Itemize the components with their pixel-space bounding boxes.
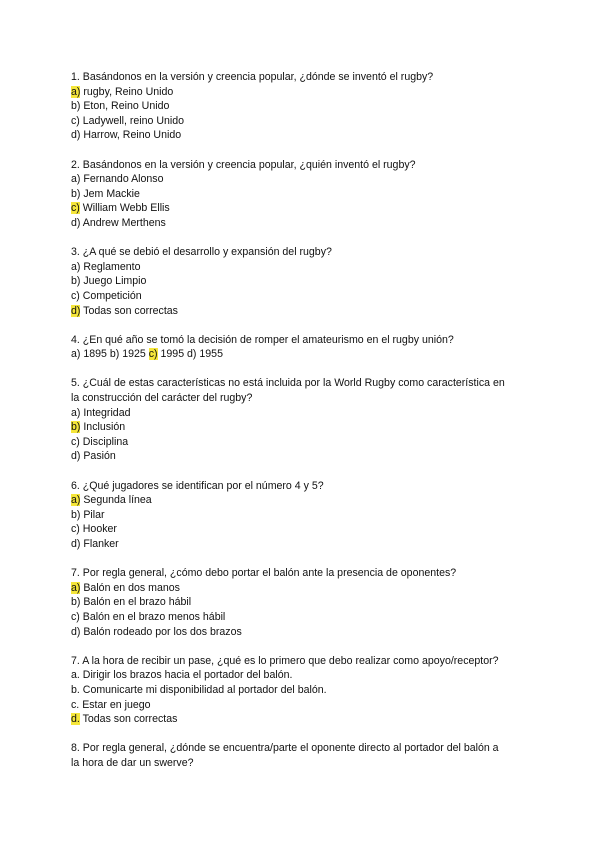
question-1 <box>71 70 541 143</box>
option-letter: a) <box>71 260 81 273</box>
option-letter-highlighted: d. <box>71 713 80 726</box>
option-text: Ladywell, reino Unido <box>79 114 185 127</box>
option-a <box>71 172 541 187</box>
option-letter: d) <box>71 216 81 229</box>
option-c <box>71 698 541 713</box>
question-2 <box>71 158 541 231</box>
option-text: Eton, Reino Unido <box>80 100 170 113</box>
option-d <box>71 304 541 319</box>
option-b <box>71 187 541 202</box>
option-b <box>71 595 541 610</box>
option-letter: b) <box>71 596 81 609</box>
option-letter: d) <box>71 450 81 463</box>
option-c <box>71 201 541 216</box>
option-text: Harrow, Reino Unido <box>80 129 182 142</box>
option-text: Competición <box>79 289 142 302</box>
option-letter: a) <box>71 406 81 419</box>
option-a <box>71 493 541 508</box>
option-text: Todas son correctas <box>80 304 178 317</box>
option-letter-highlighted: a) <box>71 85 81 98</box>
option-text: Balón en el brazo menos hábil <box>79 610 226 623</box>
question-5 <box>71 376 541 464</box>
question-3 <box>71 245 541 318</box>
option-b <box>71 99 541 114</box>
question-7 <box>71 566 541 639</box>
option-c <box>71 610 541 625</box>
option-text: Reglamento <box>80 260 141 273</box>
option-letter: b) <box>71 187 81 200</box>
inline-option-text: a) 1895 b) 1925 <box>71 348 149 361</box>
option-letter: c) <box>71 610 80 623</box>
question-7b <box>71 654 541 727</box>
question-text-continued: la construcción del carácter del rugby? <box>71 392 253 405</box>
quiz-page <box>71 70 541 785</box>
option-letter-highlighted: b) <box>71 421 81 434</box>
option-d <box>71 712 541 727</box>
option-letter: b) <box>71 100 81 113</box>
question-text-continued: la hora de dar un swerve? <box>71 756 194 769</box>
option-text: Hooker <box>79 523 117 536</box>
question-text: 7. A la hora de recibir un pase, ¿qué es lo primero que debo realizar como apoyo/receptor? <box>71 654 499 667</box>
option-letter: a. <box>71 669 80 682</box>
option-text: Dirigir los brazos hacia el portador del balón. <box>79 669 293 682</box>
option-a <box>71 260 541 275</box>
option-letter: c) <box>71 114 80 127</box>
option-text: Juego Limpio <box>80 275 147 288</box>
option-text: Disciplina <box>79 435 129 448</box>
option-a <box>71 668 541 683</box>
question-text: 7. Por regla general, ¿cómo debo portar el balón ante la presencia de oponentes? <box>71 567 457 580</box>
option-letter-highlighted: c) <box>71 202 80 215</box>
option-text: Fernando Alonso <box>80 173 164 186</box>
option-letter: d) <box>71 538 81 550</box>
option-letter: b. <box>71 683 80 696</box>
option-text: William Webb Ellis <box>79 202 170 215</box>
option-c <box>71 435 541 450</box>
inline-option-text: 1995 d) 1955 <box>157 348 223 361</box>
option-text: Andrew Merthens <box>80 216 166 229</box>
option-d <box>71 216 541 231</box>
option-b <box>71 508 541 523</box>
question-text: 6. ¿Qué jugadores se identifican por el número 4 y 5? <box>71 479 324 492</box>
option-letter-highlighted: a) <box>71 581 81 594</box>
option-letter: c. <box>71 698 80 711</box>
option-letter-highlighted: c) <box>148 348 158 361</box>
option-text: Segunda línea <box>80 494 152 507</box>
option-text: Inclusión <box>80 421 126 434</box>
option-c <box>71 289 541 304</box>
option-a <box>71 85 541 100</box>
option-letter: c) <box>71 289 80 302</box>
option-a <box>71 581 541 596</box>
option-text: Balón rodeado por los dos brazos <box>80 625 242 638</box>
option-text: Jem Mackie <box>80 187 140 200</box>
option-c <box>71 114 541 129</box>
option-a <box>71 406 541 421</box>
question-6 <box>71 479 541 552</box>
question-4 <box>71 333 541 362</box>
option-letter-highlighted: a) <box>71 494 81 507</box>
option-letter: a) <box>71 173 81 186</box>
option-letter: c) <box>71 435 80 448</box>
option-letter: d) <box>71 625 81 638</box>
option-text: Integridad <box>80 406 131 419</box>
question-text: 5. ¿Cuál de estas características no está incluida por la World Rugby como característica en <box>71 377 505 390</box>
option-text: Estar en juego <box>79 698 151 711</box>
option-text: Flanker <box>80 538 119 550</box>
option-text: Todas son correctas <box>79 713 178 726</box>
question-8 <box>71 741 541 770</box>
option-text: Balón en el brazo hábil <box>80 596 192 609</box>
option-d <box>71 449 541 464</box>
option-d <box>71 625 541 640</box>
option-text: rugby, Reino Unido <box>80 85 174 98</box>
question-text: 8. Por regla general, ¿dónde se encuentra/parte el oponente directo al portador del balón a <box>71 742 499 755</box>
option-letter: c) <box>71 523 80 536</box>
option-text: Balón en dos manos <box>80 581 180 594</box>
option-b <box>71 683 541 698</box>
option-b <box>71 420 541 435</box>
option-text: Comunicarte mi disponibilidad al portador del balón. <box>79 683 327 696</box>
question-text: 4. ¿En qué año se tomó la decisión de romper el amateurismo en el rugby unión? <box>71 333 454 346</box>
inline-options <box>71 347 541 362</box>
option-text: Pilar <box>80 508 105 521</box>
option-d <box>71 537 541 552</box>
option-text: Pasión <box>80 450 116 463</box>
option-letter: d) <box>71 129 81 142</box>
option-letter-highlighted: d) <box>71 304 81 317</box>
option-c <box>71 522 541 537</box>
option-d <box>71 128 541 143</box>
option-letter: b) <box>71 508 81 521</box>
option-letter: b) <box>71 275 81 288</box>
question-text: 3. ¿A qué se debió el desarrollo y expansión del rugby? <box>71 246 332 259</box>
option-b <box>71 274 541 289</box>
question-text: 1. Basándonos en la versión y creencia popular, ¿dónde se inventó el rugby? <box>71 71 434 83</box>
question-text: 2. Basándonos en la versión y creencia popular, ¿quién inventó el rugby? <box>71 158 416 171</box>
